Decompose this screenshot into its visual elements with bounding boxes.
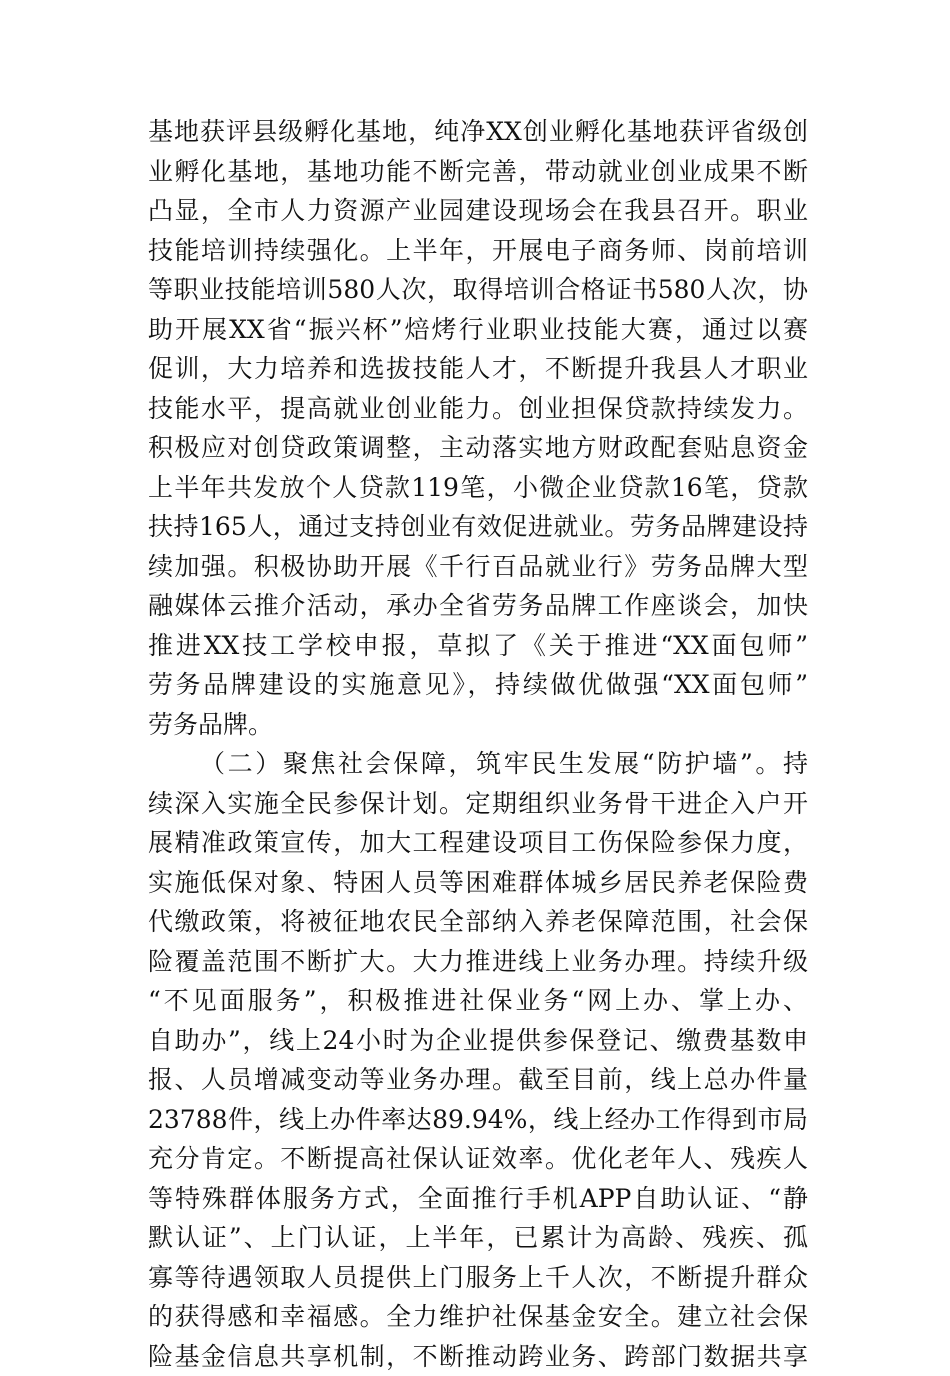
text-line: 扶持165人，通过支持创业有效促进就业。劳务品牌建设持 (148, 507, 808, 547)
text-line: 助开展XX省“振兴杯”焙烤行业职业技能大赛，通过以赛 (148, 310, 808, 350)
text-line: 上半年共发放个人贷款119笔，小微企业贷款16笔，贷款 (148, 468, 808, 508)
text-line: 险覆盖范围不断扩大。大力推进线上业务办理。持续升级 (148, 942, 808, 982)
text-line: 业孵化基地，基地功能不断完善，带动就业创业成果不断 (148, 152, 808, 192)
text-line: 代缴政策，将被征地农民全部纳入养老保障范围，社会保 (148, 902, 808, 942)
text-line: 凸显，全市人力资源产业园建设现场会在我县召开。职业 (148, 191, 808, 231)
text-line: 劳务品牌建设的实施意见》，持续做优做强“XX面包师” (148, 665, 808, 705)
text-line: 促训，大力培养和选拔技能人才，不断提升我县人才职业 (148, 349, 808, 389)
text-line: 等职业技能培训580人次，取得培训合格证书580人次，协 (148, 270, 808, 310)
text-line: 基地获评县级孵化基地，纯净XX创业孵化基地获评省级创 (148, 112, 808, 152)
text-line: 续加强。积极协助开展《千行百品就业行》劳务品牌大型 (148, 547, 808, 587)
text-line: 续深入实施全民参保计划。定期组织业务骨干进企入户开 (148, 784, 808, 824)
text-line: 等特殊群体服务方式，全面推行手机APP自助认证、“静 (148, 1179, 808, 1219)
text-line: 展精准政策宣传，加大工程建设项目工伤保险参保力度， (148, 823, 808, 863)
text-line: 23788件，线上办件率达89.94%，线上经办工作得到市局 (148, 1100, 808, 1140)
text-line: 报、人员增减变动等业务办理。截至目前，线上总办件量 (148, 1060, 808, 1100)
text-line: 自助办”，线上24小时为企业提供参保登记、缴费基数申 (148, 1021, 808, 1061)
body-text (148, 112, 808, 1376)
text-line: 推进XX技工学校申报，草拟了《关于推进“XX面包师” (148, 626, 808, 666)
text-line: 技能水平，提高就业创业能力。创业担保贷款持续发力。 (148, 389, 808, 429)
text-line: 劳务品牌。 (148, 705, 808, 745)
text-line: 寡等待遇领取人员提供上门服务上千人次，不断提升群众 (148, 1258, 808, 1298)
text-line: 技能培训持续强化。上半年，开展电子商务师、岗前培训 (148, 231, 808, 271)
text-line: 默认证”、上门认证，上半年，已累计为高龄、残疾、孤 (148, 1218, 808, 1258)
text-line: 充分肯定。不断提高社保认证效率。优化老年人、残疾人 (148, 1139, 808, 1179)
text-line: “不见面服务”，积极推进社保业务“网上办、掌上办、 (148, 981, 808, 1021)
text-line: 险基金信息共享机制，不断推动跨业务、跨部门数据共享 (148, 1337, 808, 1376)
text-line: 的获得感和幸福感。全力维护社保基金安全。建立社会保 (148, 1297, 808, 1337)
text-line: 积极应对创贷政策调整，主动落实地方财政配套贴息资金 (148, 428, 808, 468)
text-line: 实施低保对象、特困人员等困难群体城乡居民养老保险费 (148, 863, 808, 903)
text-line: 融媒体云推介活动，承办全省劳务品牌工作座谈会，加快 (148, 586, 808, 626)
section-heading-line: （二）聚焦社会保障，筑牢民生发展“防护墙”。持 (148, 744, 808, 784)
